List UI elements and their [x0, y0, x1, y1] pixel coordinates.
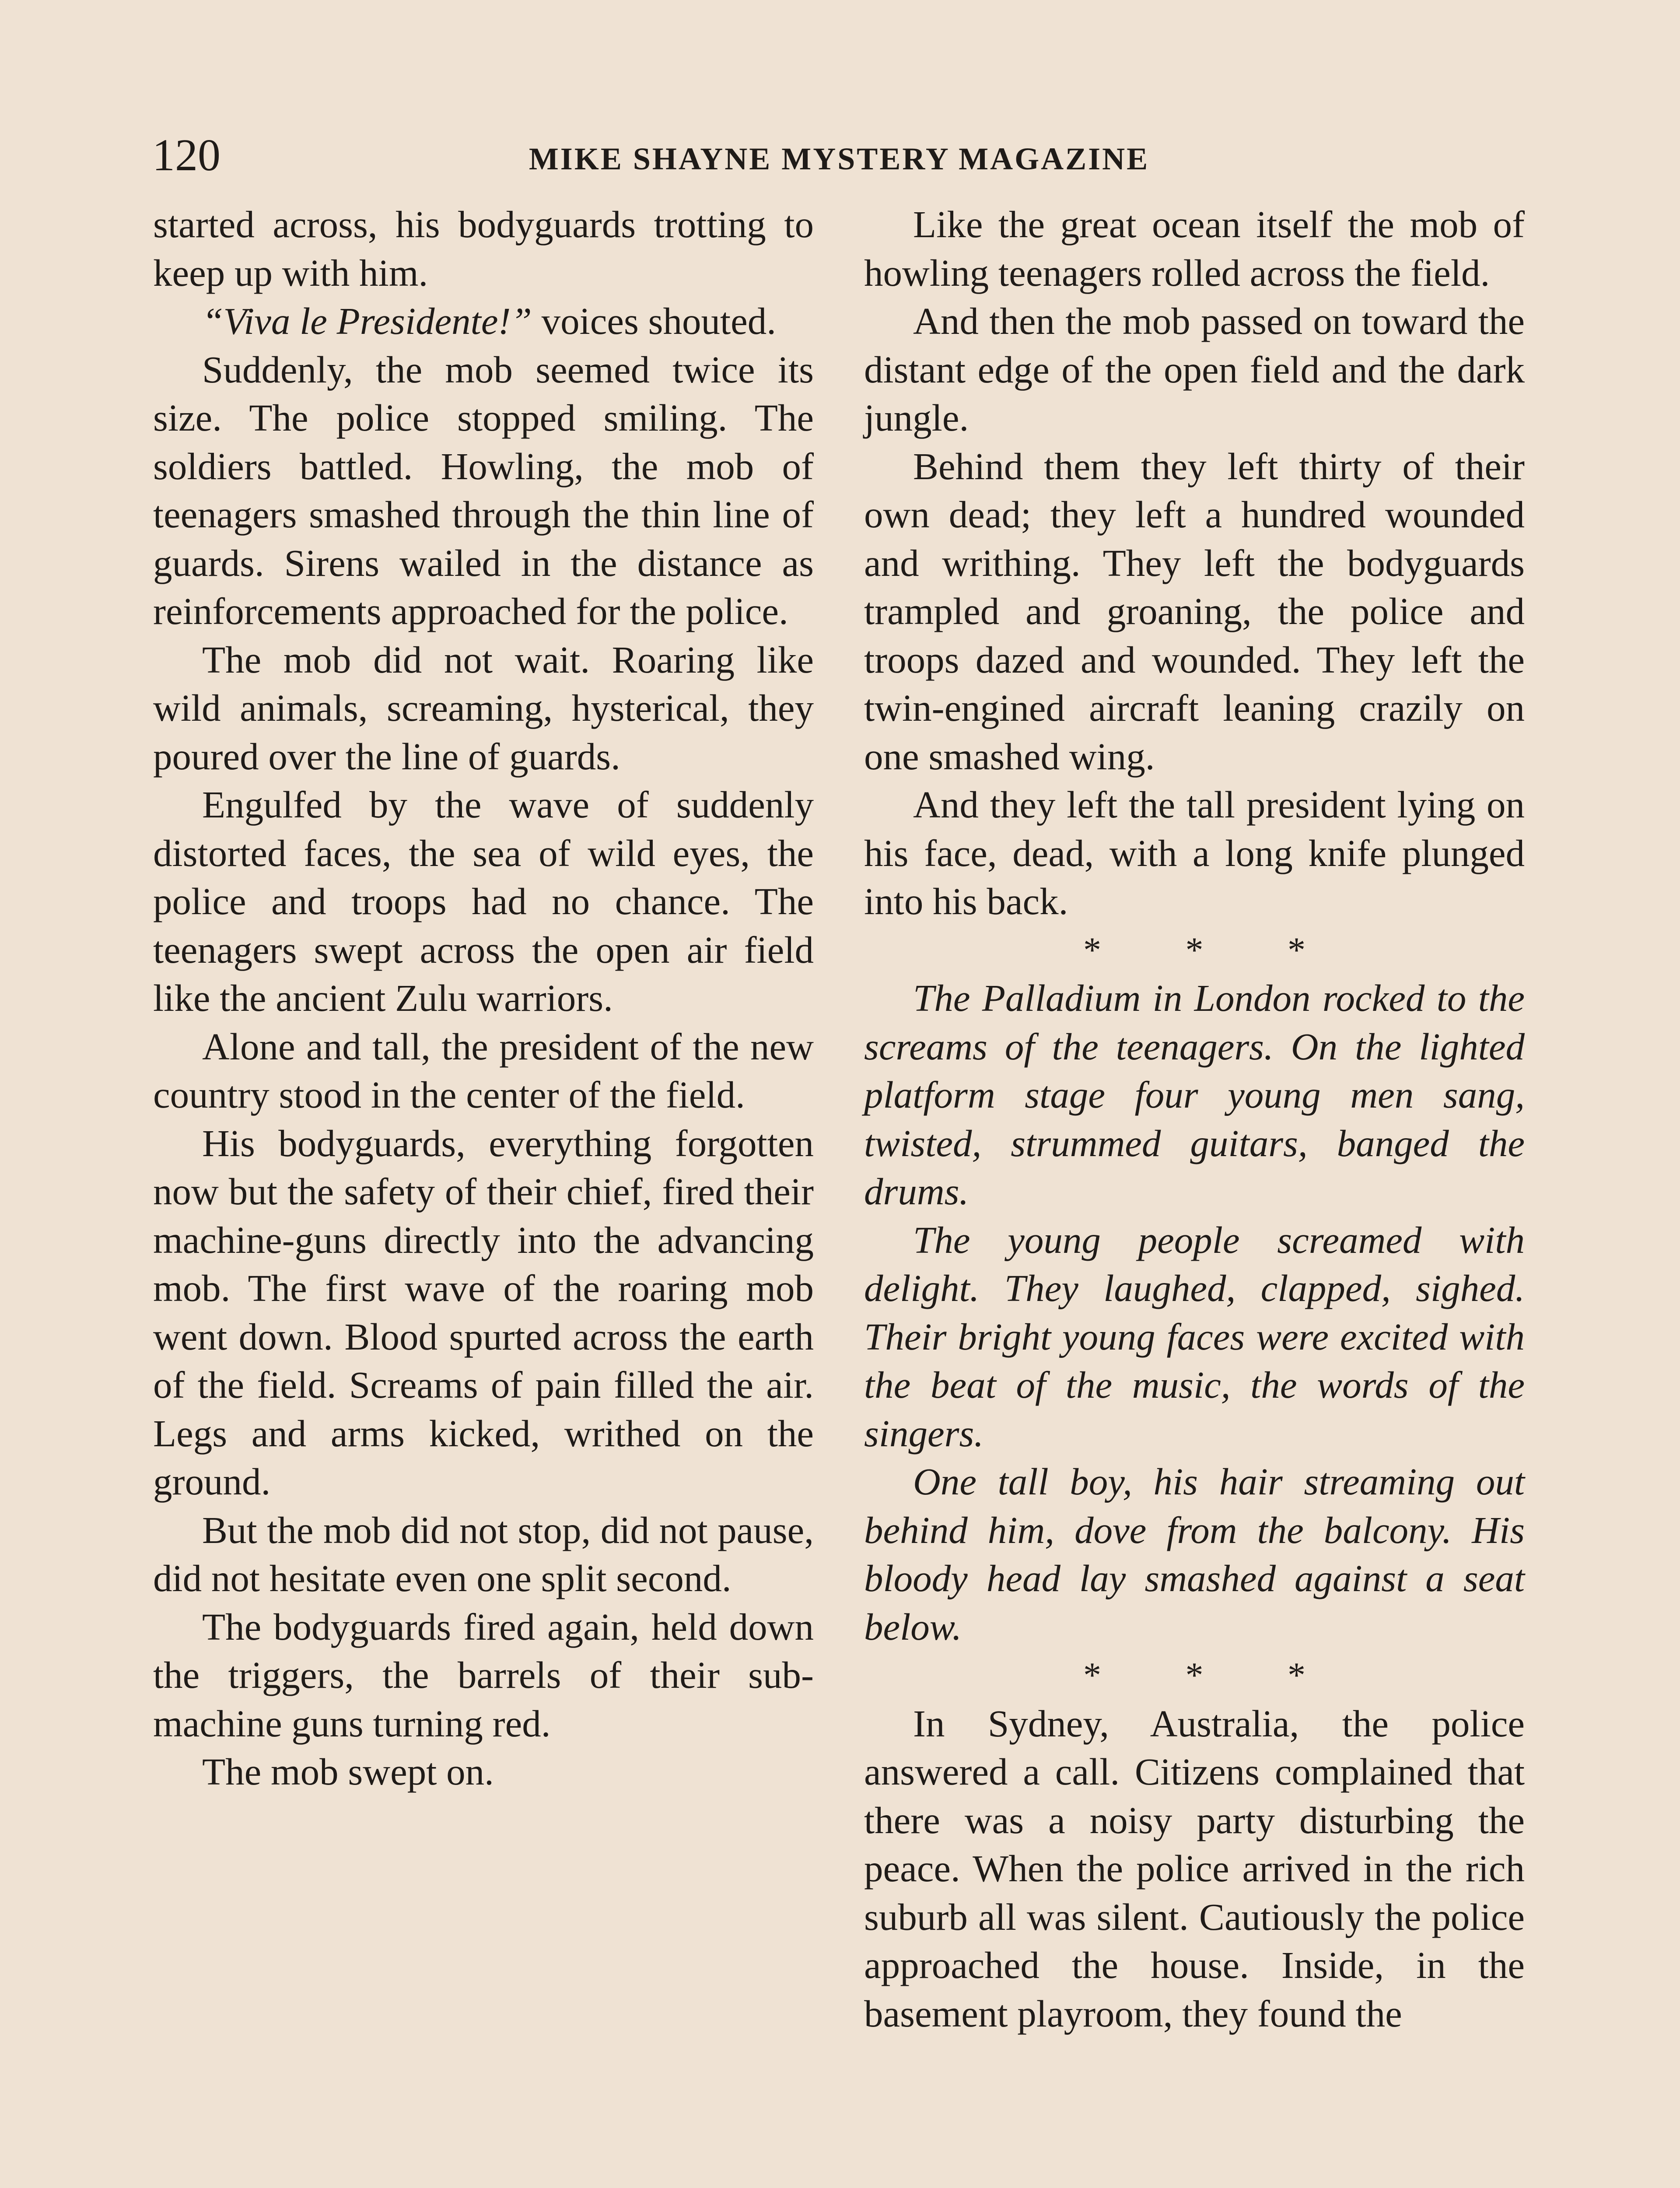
right-column	[864, 200, 1525, 2038]
paragraph: The young people screamed with delight. They laughed, clapped, sighed. Their bright young faces were excited with the beat of the music, the words of the singers.	[864, 1218, 1525, 1455]
section-divider: * * *	[1083, 929, 1343, 970]
paragraph: In Sydney, Australia, the police answered a call. Citizens complained that there was a noisy party disturbing the peace. When the police arrived in the rich suburb all was silent. Cautiously the police approached the house. Inside, in the basement playroom, they found the	[864, 1702, 1525, 2035]
paragraph: started across, his bodyguards trotting to keep up with him.	[153, 203, 814, 294]
paragraph: But the mob did not stop, did not pause, did not hesitate even one split second.	[153, 1508, 814, 1599]
page-number: 120	[152, 130, 220, 180]
page-header	[152, 127, 1526, 193]
paragraph: Alone and tall, the president of the new country stood in the center of the field.	[153, 1025, 814, 1116]
paragraph: The mob did not wait. Roaring like wild animals, screaming, hysterical, they poured over the line of guards.	[153, 638, 814, 778]
paragraph: Suddenly, the mob seemed twice its size. The police stopped smiling. The soldiers battled. Howling, the mob of teenagers smashed through the thin line of guards. Sirens wailed in the distance as reinforcements approached for the police.	[153, 348, 814, 632]
paragraph: The Palladium in London rocked to the screams of the teenagers. On the lighted platform stage four young men sang, twisted, strummed guitars, banged the drums.	[864, 977, 1525, 1213]
section-divider: * * *	[1083, 1655, 1343, 1695]
paragraph: Behind them they left thirty of their own dead; they left a hundred wounded and writhing. They left the bodyguards trampled and groaning, the police and troops dazed and wounded. They left the twin-engined aircraft leaning crazily on one smashed wing.	[864, 445, 1525, 778]
paragraph: Like the great ocean itself the mob of howling teenagers rolled across the field.	[864, 203, 1525, 294]
running-title: MIKE SHAYNE MYSTERY MAGAZINE	[528, 141, 1150, 176]
paragraph: And then the mob passed on toward the distant edge of the open field and the dark jungle.	[864, 300, 1525, 439]
paragraph: The bodyguards fired again, held down the triggers, the barrels of their sub-machine guns turning red.	[153, 1605, 814, 1745]
paragraph: And they left the tall president lying on his face, dead, with a long knife plunged into his back.	[864, 783, 1525, 922]
paragraph: The mob swept on.	[202, 1750, 494, 1793]
left-column	[153, 200, 814, 1796]
paragraph: His bodyguards, everything forgotten now but the safety of their chief, fired their machine-guns directly into the advancing mob. The first wave of the roaring mob went down. Blood spurted across the earth of the field. Screams of pain filled the air. Legs and arms kicked, writhed on the ground.	[153, 1122, 814, 1503]
italic-quote: “Viva le Presidente!”	[202, 300, 532, 342]
paragraph: Engulfed by the wave of suddenly distorted faces, the sea of wild eyes, the police and troops had no chance. The teenagers swept across the open air field like the ancient Zulu warriors.	[153, 783, 814, 1019]
quote-rest: voices shouted.	[532, 300, 776, 342]
paragraph	[153, 297, 814, 346]
paragraph: One tall boy, his hair streaming out behind him, dove from the balcony. His bloody head lay smashed against a seat below.	[864, 1460, 1525, 1648]
